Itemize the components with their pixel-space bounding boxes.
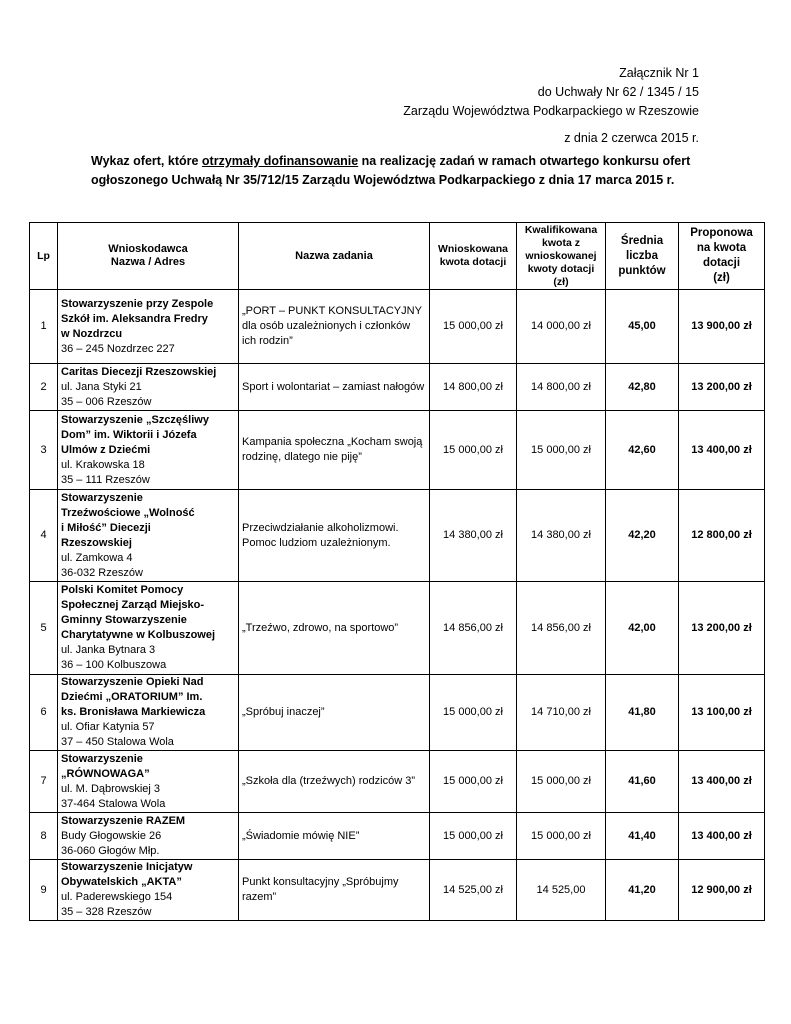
cell-proposed: 13 200,00 zł <box>679 364 765 411</box>
table-header-row <box>30 223 765 290</box>
document-header <box>403 64 699 148</box>
cell-proposed: 13 200,00 zł <box>679 582 765 675</box>
cell-proposed: 12 800,00 zł <box>679 490 765 582</box>
applicant-address-line: 36 – 245 Nozdrzec 227 <box>61 342 175 355</box>
header-date: z dnia 2 czerwca 2015 r. <box>564 131 699 145</box>
cell-applicant <box>58 411 239 490</box>
cell-requested: 15 000,00 zł <box>430 290 517 364</box>
cell-task: Sport i wolontariat – zamiast nałogów <box>239 364 430 411</box>
applicant-name-line: Dom” im. Wiktorii i Józefa <box>61 428 197 441</box>
cell-qualified: 15 000,00 zł <box>517 411 606 490</box>
cell-proposed: 12 900,00 zł <box>679 860 765 921</box>
applicant-name-line: Stowarzyszenie <box>61 752 143 765</box>
header-line-3: Zarządu Województwa Podkarpackiego w Rzeszowie <box>403 104 699 118</box>
applicant-name-line: Szkół im. Aleksandra Fredry <box>61 312 208 325</box>
applicant-name-line: Ulmów z Dziećmi <box>61 443 151 456</box>
cell-lp: 7 <box>30 751 58 813</box>
cell-proposed: 13 400,00 zł <box>679 813 765 860</box>
cell-lp: 2 <box>30 364 58 411</box>
cell-applicant <box>58 582 239 675</box>
table-row <box>30 582 765 675</box>
cell-score: 42,60 <box>606 411 679 490</box>
applicant-address-line: ul. Krakowska 18 <box>61 458 145 471</box>
intro-paragraph <box>91 152 701 190</box>
applicant-name-line: Gminny Stowarzyszenie <box>61 614 187 626</box>
cell-lp: 3 <box>30 411 58 490</box>
cell-applicant <box>58 490 239 582</box>
cell-qualified: 14 856,00 zł <box>517 582 606 675</box>
applicant-address-line: 37-464 Stalowa Wola <box>61 797 166 810</box>
applicant-address-line: 36-032 Rzeszów <box>61 566 143 579</box>
cell-score: 42,80 <box>606 364 679 411</box>
cell-qualified: 15 000,00 zł <box>517 751 606 813</box>
header-line-2: do Uchwały Nr 62 / 1345 / 15 <box>537 85 699 99</box>
table-row <box>30 813 765 860</box>
cell-task: „Trzeźwo, zdrowo, na sportowo” <box>239 582 430 675</box>
cell-qualified: 14 000,00 zł <box>517 290 606 364</box>
offers-table <box>29 222 765 921</box>
cell-requested: 14 525,00 zł <box>430 860 517 921</box>
applicant-name-line: „RÓWNOWAGA” <box>61 767 150 780</box>
applicant-name-line: Stowarzyszenie Inicjatyw <box>61 861 193 873</box>
table-row <box>30 290 765 364</box>
applicant-address-line: 35 – 111 Rzeszów <box>61 473 150 486</box>
table-row <box>30 364 765 411</box>
applicant-name-line: Polski Komitet Pomocy <box>61 584 184 596</box>
cell-task: Punkt konsultacyjny „Spróbujmy razem” <box>239 860 430 921</box>
applicant-address-line: ul. Ofiar Katynia 57 <box>61 721 155 733</box>
applicant-name-line: Stowarzyszenie przy Zespole <box>61 297 214 310</box>
cell-qualified: 14 710,00 zł <box>517 675 606 751</box>
cell-applicant <box>58 813 239 860</box>
col-requested: Wnioskowana kwota dotacji <box>430 223 517 290</box>
cell-applicant <box>58 860 239 921</box>
applicant-address-line: ul. Jana Styki 21 <box>61 380 142 393</box>
applicant-name-line: Trzeźwościowe „Wolność <box>61 506 195 519</box>
header-line-1: Załącznik Nr 1 <box>619 66 699 80</box>
intro-post: na realizację zadań w ramach otwartego konkursu ofert ogłoszonego Uchwałą Nr 35/712/15 Zarządu Województwa Podkarpackiego z dnia 17 marca 2015 r. <box>91 154 691 187</box>
table-row <box>30 411 765 490</box>
cell-applicant <box>58 290 239 364</box>
applicant-name-line: Dziećmi „ORATORIUM” Im. <box>61 691 203 703</box>
applicant-name-line: i Miłość” Diecezji <box>61 521 151 534</box>
cell-task: „Szkoła dla (trzeźwych) rodziców 3” <box>239 751 430 813</box>
applicant-address-line: 35 – 328 Rzeszów <box>61 906 152 918</box>
applicant-address-line: 35 – 006 Rzeszów <box>61 395 152 408</box>
applicant-address-line: ul. M. Dąbrowskiej 3 <box>61 782 161 795</box>
applicant-address-line: ul. Zamkowa 4 <box>61 551 133 564</box>
cell-requested: 14 380,00 zł <box>430 490 517 582</box>
cell-task: „PORT – PUNKT KONSULTACYJNY dla osób uzależnionych i członków ich rodzin” <box>239 290 430 364</box>
cell-applicant <box>58 364 239 411</box>
cell-lp: 4 <box>30 490 58 582</box>
col-score: Średnia liczba punktów <box>606 223 679 290</box>
cell-score: 45,00 <box>606 290 679 364</box>
col-lp: Lp <box>30 223 58 290</box>
cell-requested: 15 000,00 zł <box>430 751 517 813</box>
applicant-name-line: Stowarzyszenie „Szczęśliwy <box>61 413 209 426</box>
table-row <box>30 675 765 751</box>
cell-lp: 6 <box>30 675 58 751</box>
col-applicant: Wnioskodawca Nazwa / Adres <box>58 223 239 290</box>
cell-requested: 15 000,00 zł <box>430 675 517 751</box>
col-task: Nazwa zadania <box>239 223 430 290</box>
table-row <box>30 751 765 813</box>
col-proposed: Proponowa na kwota dotacji (zł) <box>679 223 765 290</box>
applicant-name-line: Stowarzyszenie Opieki Nad <box>61 676 204 688</box>
intro-pre: Wykaz ofert, które <box>91 154 202 168</box>
col-qualified: Kwalifikowana kwota z wnioskowanej kwoty dotacji (zł) <box>517 223 606 290</box>
applicant-name-line: Charytatywne w Kolbuszowej <box>61 629 216 641</box>
table-row <box>30 490 765 582</box>
cell-proposed: 13 400,00 zł <box>679 411 765 490</box>
cell-requested: 15 000,00 zł <box>430 411 517 490</box>
cell-lp: 5 <box>30 582 58 675</box>
cell-task: „Spróbuj inaczej” <box>239 675 430 751</box>
cell-proposed: 13 900,00 zł <box>679 290 765 364</box>
applicant-address-line: ul. Paderewskiego 154 <box>61 891 173 903</box>
applicant-name-line: ks. Bronisława Markiewicza <box>61 706 206 718</box>
cell-applicant <box>58 751 239 813</box>
applicant-name-line: Stowarzyszenie RAZEM <box>61 814 186 827</box>
intro-underlined: otrzymały dofinansowanie <box>201 154 359 168</box>
cell-requested: 15 000,00 zł <box>430 813 517 860</box>
applicant-address-line: ul. Janka Bytnara 3 <box>61 644 156 656</box>
cell-lp: 9 <box>30 860 58 921</box>
applicant-name-line: Społecznej Zarząd Miejsko- <box>61 599 205 611</box>
cell-task: „Świadomie mówię NIE” <box>239 813 430 860</box>
cell-score: 41,60 <box>606 751 679 813</box>
applicant-address-line: 36-060 Głogów Młp. <box>61 844 160 857</box>
applicant-name-line: w Nozdrzcu <box>61 327 123 340</box>
cell-qualified: 14 525,00 <box>517 860 606 921</box>
cell-qualified: 14 800,00 zł <box>517 364 606 411</box>
applicant-name-line: Obywatelskich „AKTA” <box>61 876 182 888</box>
cell-score: 41,20 <box>606 860 679 921</box>
cell-task: Kampania społeczna „Kocham swoją rodzinę, dlatego nie piję” <box>239 411 430 490</box>
applicant-address-line: 37 – 450 Stalowa Wola <box>61 736 174 748</box>
applicant-name-line: Caritas Diecezji Rzeszowskiej <box>61 365 217 378</box>
cell-lp: 1 <box>30 290 58 364</box>
applicant-address-line: Budy Głogowskie 26 <box>61 829 162 842</box>
cell-lp: 8 <box>30 813 58 860</box>
cell-score: 42,20 <box>606 490 679 582</box>
table-row <box>30 860 765 921</box>
cell-score: 41,80 <box>606 675 679 751</box>
cell-applicant <box>58 675 239 751</box>
cell-qualified: 15 000,00 zł <box>517 813 606 860</box>
cell-proposed: 13 400,00 zł <box>679 751 765 813</box>
cell-score: 41,40 <box>606 813 679 860</box>
applicant-name-line: Rzeszowskiej <box>61 536 132 549</box>
applicant-name-line: Stowarzyszenie <box>61 491 143 504</box>
cell-qualified: 14 380,00 zł <box>517 490 606 582</box>
cell-requested: 14 856,00 zł <box>430 582 517 675</box>
cell-task: Przeciwdziałanie alkoholizmowi. Pomoc ludziom uzależnionym. <box>239 490 430 582</box>
applicant-address-line: 36 – 100 Kolbuszowa <box>61 659 167 671</box>
cell-score: 42,00 <box>606 582 679 675</box>
cell-requested: 14 800,00 zł <box>430 364 517 411</box>
cell-proposed: 13 100,00 zł <box>679 675 765 751</box>
